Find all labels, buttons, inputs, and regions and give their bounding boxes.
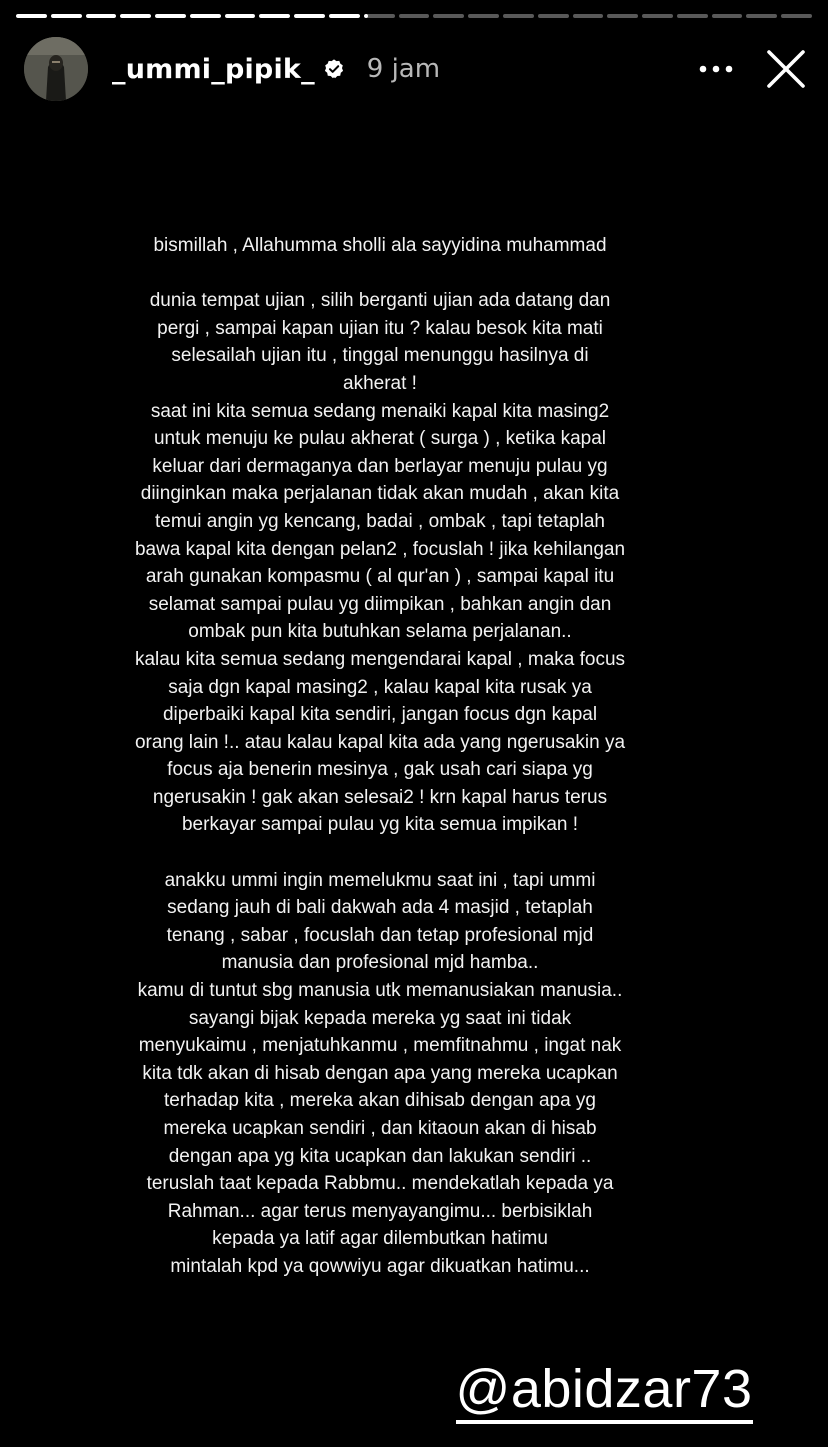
story-text-line: Rahman... agar terus menyayangimu... berbisiklah bbox=[167, 1200, 593, 1222]
more-options-button[interactable] bbox=[694, 47, 738, 91]
story-progress-segment bbox=[642, 14, 673, 18]
story-progress-segment bbox=[16, 14, 47, 18]
story-progress-fill bbox=[259, 14, 290, 18]
story-progress-segment bbox=[433, 14, 464, 18]
story-text-line: dengan apa yg kita ucapkan dan lakukan sendiri .. bbox=[168, 1145, 592, 1167]
story-text-line: selamat sampai pulau yg diimpikan , bahkan angin dan bbox=[148, 593, 612, 615]
story-progress-fill bbox=[190, 14, 221, 18]
story-progress-segment bbox=[712, 14, 743, 18]
story-text-line: ombak pun kita butuhkan selama perjalanan.. bbox=[188, 621, 572, 643]
story-progress-segment bbox=[190, 14, 221, 18]
story-progress-fill bbox=[120, 14, 151, 18]
story-text-line: selesailah ujian itu , tinggal menunggu hasilnya di bbox=[171, 345, 589, 367]
story-text-line: terhadap kita , mereka akan dihisab dengan apa yg bbox=[163, 1090, 597, 1112]
story-text-line bbox=[120, 260, 640, 288]
story-text-line: bawa kapal kita dengan pelan2 , focuslah ! jika kehilangan bbox=[134, 538, 626, 560]
story-progress-fill bbox=[225, 14, 256, 18]
story-progress-segment bbox=[468, 14, 499, 18]
story-progress-segment bbox=[225, 14, 256, 18]
story-progress-fill bbox=[329, 14, 360, 18]
story-progress-fill bbox=[364, 14, 369, 18]
story-progress-segment bbox=[746, 14, 777, 18]
post-time: 9 jam bbox=[366, 54, 441, 84]
story-progress-segment bbox=[364, 14, 395, 18]
close-button[interactable] bbox=[764, 47, 808, 91]
story-text-line: sayangi bijak kepada mereka yg saat ini tidak bbox=[188, 1007, 572, 1029]
story-text-line: menyukaimu , menjatuhkanmu , memfitnahmu , ingat nak bbox=[138, 1035, 622, 1057]
close-icon bbox=[766, 49, 806, 89]
story-text-line bbox=[120, 839, 640, 867]
story-text-line: bismillah , Allahumma sholli ala sayyidina muhammad bbox=[153, 235, 607, 256]
story-progress-segment bbox=[781, 14, 812, 18]
story-progress-fill bbox=[51, 14, 82, 18]
story-progress-segment bbox=[51, 14, 82, 18]
avatar-figure-icon bbox=[24, 37, 88, 101]
story-text-line: dunia tempat ujian , silih berganti ujian ada datang dan bbox=[149, 290, 611, 312]
story-progress-segment bbox=[120, 14, 151, 18]
story-text-line: kamu di tuntut sbg manusia utk memanusiakan manusia.. bbox=[137, 980, 623, 1002]
mention-handle: @abidzar73 bbox=[456, 1360, 753, 1424]
story-header bbox=[24, 36, 808, 102]
story-text-line: diperbaiki kapal kita sendiri, jangan focus dgn kapal bbox=[162, 704, 598, 726]
more-options-icon bbox=[698, 64, 734, 74]
story-text-line: kepada ya latif agar dilembutkan hatimu bbox=[212, 1228, 548, 1250]
story-text-line: akherat ! bbox=[343, 372, 417, 394]
avatar[interactable] bbox=[24, 37, 88, 101]
story-text-block bbox=[120, 232, 640, 1281]
story-progress-segment bbox=[86, 14, 117, 18]
story-text-line: keluar dari dermaganya dan berlayar menuju pulau yg bbox=[152, 455, 608, 477]
story-progress-segment bbox=[329, 14, 360, 18]
story-text-line: orang lain !.. atau kalau kapal kita ada yang ngerusakin ya bbox=[134, 731, 626, 753]
story-text-line: kalau kita semua sedang mengendarai kapal , maka focus bbox=[134, 648, 626, 670]
story-text-line: saja dgn kapal masing2 , kalau kapal kita rusak ya bbox=[168, 676, 592, 698]
story-progress-segment bbox=[538, 14, 569, 18]
story-text-line: berkayar sampai pulau yg kita semua impikan ! bbox=[181, 814, 579, 836]
story-text-line: sedang jauh di bali dakwah ada 4 masjid , tetaplah bbox=[167, 897, 593, 919]
story-progress-segment bbox=[677, 14, 708, 18]
story-progress-segment bbox=[399, 14, 430, 18]
story-text-line: tenang , sabar , focuslah dan tetap profesional mjd bbox=[166, 924, 594, 946]
story-text-line: diinginkan maka perjalanan tidak akan mudah , akan kita bbox=[140, 483, 620, 505]
story-text-line: teruslah taat kepada Rabbmu.. mendekatlah kepada ya bbox=[146, 1173, 614, 1195]
story-progress-segment bbox=[294, 14, 325, 18]
story-text-line: untuk menuju ke pulau akherat ( surga ) , ketika kapal bbox=[153, 428, 607, 450]
story-progress-segment bbox=[259, 14, 290, 18]
story-text-line: mereka ucapkan sendiri , dan kitaoun akan di hisab bbox=[163, 1118, 597, 1139]
story-text-line: mintalah kpd ya qowwiyu agar dikuatkan hatimu... bbox=[170, 1255, 590, 1277]
story-text-line: saat ini kita semua sedang menaiki kapal kita masing2 bbox=[150, 400, 610, 422]
story-progress-segment bbox=[573, 14, 604, 18]
story-text-line: focus aja benerin mesinya , gak usah cari siapa yg bbox=[167, 759, 593, 781]
story-text-line: temui angin yg kencang, badai , ombak , tapi tetaplah bbox=[155, 510, 605, 532]
story-progress-segment bbox=[155, 14, 186, 18]
story-progress-fill bbox=[294, 14, 325, 18]
story-text-line: arah gunakan kompasmu ( al qur'an ) , sampai kapal itu bbox=[145, 566, 615, 588]
story-progress-fill bbox=[16, 14, 47, 18]
story-text-line: anakku ummi ingin memelukmu saat ini , tapi ummi bbox=[164, 869, 596, 891]
verified-badge-icon bbox=[323, 58, 345, 80]
story-text-line: manusia dan profesional mjd hamba.. bbox=[221, 952, 539, 974]
story-text-line: kita tdk akan di hisab dengan apa yang mereka ucapkan bbox=[142, 1062, 618, 1084]
story-progress-segment bbox=[503, 14, 534, 18]
story-progress-segment bbox=[607, 14, 638, 18]
story-text-line: pergi , sampai kapan ujian itu ? kalau besok kita mati bbox=[157, 317, 603, 339]
story-progress-fill bbox=[155, 14, 186, 18]
mention-sticker[interactable] bbox=[455, 1356, 753, 1428]
story-text-line: ngerusakin ! gak akan selesai2 ! krn kapal harus terus bbox=[152, 786, 608, 808]
username[interactable]: _ummi_pipik_ bbox=[112, 53, 315, 85]
story-progress-bar bbox=[16, 14, 812, 19]
story-progress-fill bbox=[86, 14, 117, 18]
